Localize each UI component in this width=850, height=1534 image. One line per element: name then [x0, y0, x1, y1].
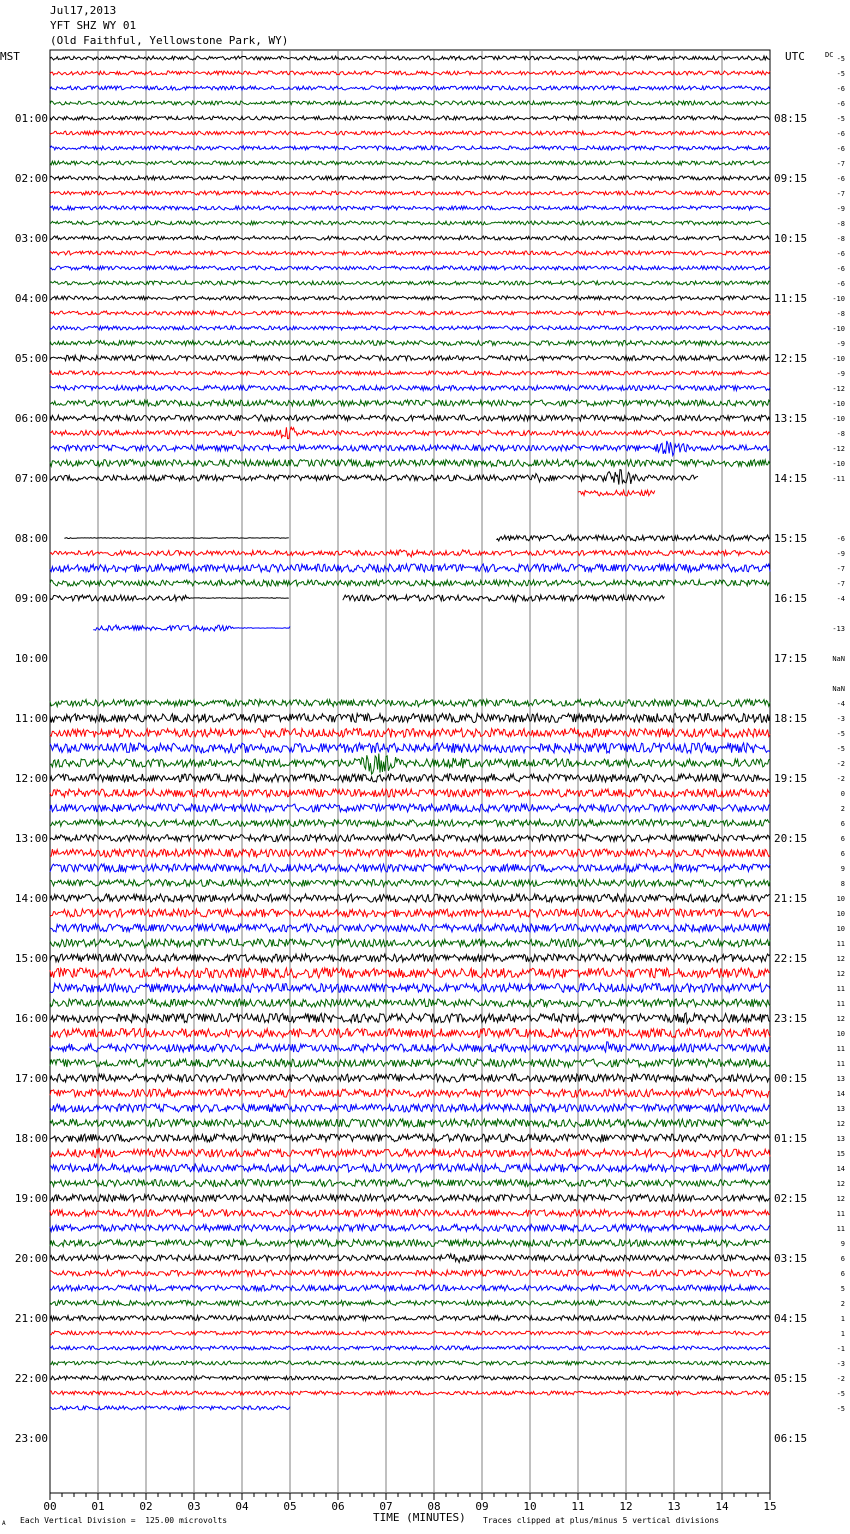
seismic-trace: [50, 176, 770, 180]
dc-offset-value: -3: [836, 715, 845, 723]
dc-offset-value: 12: [836, 970, 845, 978]
dc-offset-value: -10: [832, 295, 845, 303]
dc-offset-value: -8: [836, 235, 845, 243]
dc-offset-value: -6: [836, 85, 845, 93]
seismic-trace: [64, 535, 770, 541]
dc-offset-value: -6: [836, 250, 845, 258]
seismic-trace: [50, 206, 770, 210]
dc-offset-value: 6: [840, 1255, 845, 1263]
seismic-trace: [50, 1013, 770, 1024]
clip-note: Traces clipped at plus/minus 5 vertical divisions: [483, 1516, 720, 1525]
seismic-trace: [50, 1225, 770, 1232]
seismic-trace: [50, 86, 770, 90]
seismic-trace: [50, 968, 770, 978]
seismic-trace: [50, 909, 770, 917]
hour-label-mst: 11:00: [14, 712, 48, 725]
seismic-trace: [50, 221, 770, 225]
dc-offset-value: 12: [836, 1120, 845, 1128]
seismic-trace: [50, 101, 770, 105]
x-tick-label: 06: [331, 1500, 345, 1513]
dc-offset-value: 10: [836, 925, 845, 933]
dc-offset-value: -7: [836, 580, 845, 588]
hour-label-utc: 09:15: [774, 172, 808, 185]
dc-offset-value: -6: [836, 280, 845, 288]
dc-offset-value: -6: [836, 100, 845, 108]
seismic-trace: [50, 326, 770, 330]
hour-label-mst: 16:00: [14, 1012, 48, 1025]
left-timezone-label: MST: [0, 50, 20, 63]
dc-offset-value: 14: [836, 1165, 845, 1173]
hour-label-utc: 03:15: [774, 1252, 808, 1265]
hour-label-utc: 15:15: [774, 532, 808, 545]
dc-offset-value: -7: [836, 190, 845, 198]
hour-label-mst: 02:00: [14, 172, 48, 185]
seismic-trace: [50, 820, 770, 827]
seismic-trace: [50, 894, 770, 902]
hour-label-mst: 10:00: [14, 652, 48, 665]
x-tick-label: 04: [235, 1500, 249, 1513]
dc-offset-value: -2: [836, 775, 845, 783]
dc-offset-value: -9: [836, 340, 845, 348]
dc-offset-value: 13: [836, 1075, 845, 1083]
hour-label-mst: 17:00: [14, 1072, 48, 1085]
seismic-trace: [50, 774, 770, 782]
x-tick-label: 03: [187, 1500, 201, 1513]
hour-label-utc: 05:15: [774, 1372, 808, 1385]
seismic-trace: [50, 564, 770, 572]
dc-offset-value: -9: [836, 370, 845, 378]
hour-label-utc: 12:15: [774, 352, 808, 365]
dc-offset-value: -8: [836, 310, 845, 318]
seismic-trace: [50, 1164, 770, 1172]
x-tick-label: 00: [43, 1500, 57, 1513]
seismic-trace: [50, 1180, 770, 1187]
seismic-trace: [50, 161, 770, 165]
dc-offset-value: -10: [832, 325, 845, 333]
dc-offset-value: -7: [836, 565, 845, 573]
x-tick-label: 10: [523, 1500, 537, 1513]
hour-label-utc: 11:15: [774, 292, 808, 305]
dc-offset-value: 11: [836, 1210, 845, 1218]
seismic-trace: [50, 743, 770, 753]
seismic-trace: [50, 470, 698, 485]
dc-offset-value: 1: [840, 1330, 845, 1338]
dc-offset-value: 0: [840, 790, 845, 798]
seismic-trace: [50, 251, 770, 255]
hour-label-utc: 13:15: [774, 412, 808, 425]
hour-label-mst: 04:00: [14, 292, 48, 305]
dc-offset-value: -8: [836, 430, 845, 438]
hour-label-utc: 06:15: [774, 1432, 808, 1445]
dc-offset-value: -5: [836, 745, 845, 753]
seismic-trace: [50, 415, 770, 421]
dc-offset-value: -2: [836, 760, 845, 768]
seismic-trace: [50, 849, 770, 857]
seismic-trace: [50, 789, 770, 797]
x-tick-label: 12: [619, 1500, 633, 1513]
dc-offset-value: -7: [836, 160, 845, 168]
dc-offset-value: -4: [836, 595, 845, 603]
seismic-trace: [50, 386, 770, 391]
seismic-trace: [578, 490, 655, 496]
x-tick-label: 14: [715, 1500, 729, 1513]
dc-offset-value: 6: [840, 820, 845, 828]
hour-label-mst: 08:00: [14, 532, 48, 545]
hour-label-utc: 20:15: [774, 832, 808, 845]
hour-label-utc: 17:15: [774, 652, 808, 665]
seismic-trace: [50, 700, 770, 707]
dc-offset-value: 13: [836, 1105, 845, 1113]
seismic-trace: [50, 1346, 770, 1350]
hour-label-utc: 14:15: [774, 472, 808, 485]
hour-label-mst: 05:00: [14, 352, 48, 365]
hour-label-utc: 08:15: [774, 112, 808, 125]
seismic-trace: [50, 580, 770, 586]
hour-label-utc: 23:15: [774, 1012, 808, 1025]
seismic-trace: [50, 71, 770, 75]
dc-offset-value: 15: [836, 1150, 845, 1158]
hour-label-mst: 18:00: [14, 1132, 48, 1145]
seismic-trace: [50, 56, 770, 60]
dc-offset-value: -5: [836, 70, 845, 78]
seismic-trace: [50, 550, 770, 557]
dc-offset-value: 10: [836, 1030, 845, 1038]
seismic-trace: [50, 1059, 770, 1067]
dc-offset-value: -6: [836, 265, 845, 273]
seismic-trace: [50, 116, 770, 120]
dc-offset-value: -8: [836, 220, 845, 228]
seismic-trace: [50, 191, 770, 195]
seismic-trace: [50, 1361, 770, 1365]
seismic-trace: [50, 1316, 770, 1321]
seismic-trace: [50, 1254, 770, 1263]
hour-label-utc: 19:15: [774, 772, 808, 785]
dc-offset-value: 14: [836, 1090, 845, 1098]
seismic-trace: [50, 1391, 770, 1395]
seismic-trace: [50, 146, 770, 150]
seismic-trace: [50, 954, 770, 962]
hour-label-utc: 01:15: [774, 1132, 808, 1145]
dc-offset-value: -5: [836, 730, 845, 738]
dc-offset-value: -12: [832, 385, 845, 393]
dc-offset-value: -5: [836, 1390, 845, 1398]
dc-offset-value: -6: [836, 130, 845, 138]
dc-offset-value: 6: [840, 850, 845, 858]
dc-offset-value: 10: [836, 895, 845, 903]
seismic-trace: [50, 1210, 770, 1217]
seismic-trace: [50, 281, 770, 285]
hour-label-mst: 01:00: [14, 112, 48, 125]
x-tick-label: 01: [91, 1500, 105, 1513]
seismic-trace: [50, 311, 770, 315]
hour-label-mst: 20:00: [14, 1252, 48, 1265]
corner-mark: A: [2, 1520, 6, 1527]
seismic-trace: [50, 729, 770, 738]
seismic-trace: [50, 864, 770, 872]
seismic-trace: [50, 1331, 770, 1335]
seismic-trace: [50, 266, 770, 270]
seismic-trace: [50, 355, 770, 362]
dc-offset-value: 11: [836, 940, 845, 948]
x-tick-label: 08: [427, 1500, 441, 1513]
hour-label-mst: 07:00: [14, 472, 48, 485]
seismic-trace: [50, 999, 770, 1007]
seismic-trace: [50, 804, 770, 812]
dc-offset-value: NaN: [832, 655, 845, 663]
hour-label-utc: 22:15: [774, 952, 808, 965]
dc-offset-value: -12: [832, 445, 845, 453]
seismic-trace: [50, 236, 770, 240]
dc-offset-value: -11: [832, 475, 845, 483]
x-axis-title: TIME (MINUTES): [373, 1511, 466, 1524]
dc-offset-value: 6: [840, 1270, 845, 1278]
seismic-trace: [50, 1406, 290, 1410]
seismic-trace: [50, 1301, 770, 1306]
dc-offset-value: 2: [840, 1300, 845, 1308]
seismic-trace: [50, 754, 770, 775]
dc-offset-value: 12: [836, 1180, 845, 1188]
dc-offset-value: 10: [836, 910, 845, 918]
seismic-trace: [50, 835, 770, 842]
seismic-trace: [50, 341, 770, 346]
dc-offset-value: -9: [836, 550, 845, 558]
dc-offset-value: -10: [832, 460, 845, 468]
scale-note: Each Vertical Division = 125.00 microvolts: [20, 1516, 228, 1525]
seismic-trace: [93, 625, 290, 631]
seismic-trace: [50, 924, 770, 932]
hour-label-utc: 00:15: [774, 1072, 808, 1085]
x-tick-label: 15: [763, 1500, 777, 1513]
seismic-trace: [50, 1240, 770, 1247]
dc-offset-value: -6: [836, 175, 845, 183]
dc-offset-value: 9: [840, 865, 845, 873]
dc-offset-value: 11: [836, 1045, 845, 1053]
hour-label-mst: 03:00: [14, 232, 48, 245]
dc-offset-value: -10: [832, 355, 845, 363]
dc-offset-value: -9: [836, 205, 845, 213]
station-location: (Old Faithful, Yellowstone Park, WY): [50, 34, 289, 47]
hour-label-mst: 13:00: [14, 832, 48, 845]
hour-label-mst: 15:00: [14, 952, 48, 965]
hour-label-utc: 16:15: [774, 592, 808, 605]
dc-offset-value: -10: [832, 415, 845, 423]
hour-label-mst: 14:00: [14, 892, 48, 905]
hour-label-mst: 19:00: [14, 1192, 48, 1205]
seismic-trace: [50, 1148, 770, 1158]
x-tick-label: 09: [475, 1500, 489, 1513]
dc-offset-value: -5: [836, 1405, 845, 1413]
right-timezone-label: UTC: [785, 50, 805, 63]
seismic-trace: [50, 1195, 770, 1202]
seismic-trace: [50, 1029, 770, 1038]
seismic-trace: [50, 1042, 770, 1052]
seismic-trace: [50, 131, 770, 135]
seismic-trace: [50, 441, 770, 456]
dc-offset-value: 13: [836, 1135, 845, 1143]
x-tick-label: 07: [379, 1500, 393, 1513]
dc-offset-value: 1: [840, 1315, 845, 1323]
dc-offset-value: -5: [836, 55, 845, 63]
hour-label-utc: 10:15: [774, 232, 808, 245]
hour-label-utc: 04:15: [774, 1312, 808, 1325]
seismic-trace: [50, 296, 770, 300]
dc-offset-value: 11: [836, 1000, 845, 1008]
seismic-trace: [50, 1285, 770, 1291]
seismic-trace: [50, 939, 770, 948]
chart-date: Jul17,2013: [50, 4, 117, 17]
hour-label-mst: 09:00: [14, 592, 48, 605]
hour-label-mst: 23:00: [14, 1432, 48, 1445]
seismic-trace: [50, 1089, 770, 1097]
x-tick-label: 05: [283, 1500, 297, 1513]
x-tick-label: 11: [571, 1500, 585, 1513]
dc-offset-value: -6: [836, 145, 845, 153]
seismic-trace: [50, 1134, 770, 1142]
hour-label-mst: 22:00: [14, 1372, 48, 1385]
seismic-trace: [50, 984, 770, 993]
dc-offset-value: 6: [840, 835, 845, 843]
seismic-trace: [50, 427, 770, 438]
seismic-trace: [50, 1376, 770, 1380]
dc-offset-value: -10: [832, 400, 845, 408]
hour-label-utc: 02:15: [774, 1192, 808, 1205]
seismic-trace: [50, 460, 770, 467]
dc-offset-value: 5: [840, 1285, 845, 1293]
seismic-trace: [50, 1074, 770, 1082]
hour-label-utc: 21:15: [774, 892, 808, 905]
dc-offset-value: 12: [836, 1195, 845, 1203]
dc-offset-value: 2: [840, 805, 845, 813]
dc-offset-value: -1: [836, 1345, 845, 1353]
dc-offset-value: -6: [836, 535, 845, 543]
dc-offset-value: 12: [836, 955, 845, 963]
dc-offset-value: 9: [840, 1240, 845, 1248]
seismic-trace: [50, 595, 664, 602]
dc-offset-value: 11: [836, 1060, 845, 1068]
hour-label-utc: 18:15: [774, 712, 808, 725]
seismic-trace: [50, 880, 770, 887]
seismic-trace: [50, 1104, 770, 1112]
seismic-trace: [50, 371, 770, 375]
hour-label-mst: 06:00: [14, 412, 48, 425]
station-code: YFT SHZ WY 01: [50, 19, 137, 32]
dc-offset-value: NaN: [832, 685, 845, 693]
dc-offset-value: -3: [836, 1360, 845, 1368]
dc-offset-label: DC: [825, 51, 834, 59]
seismic-trace: [50, 714, 770, 723]
dc-offset-value: 11: [836, 985, 845, 993]
dc-offset-value: 12: [836, 1015, 845, 1023]
x-tick-label: 02: [139, 1500, 153, 1513]
dc-offset-value: -4: [836, 700, 845, 708]
dc-offset-value: -13: [832, 625, 845, 633]
dc-offset-value: -5: [836, 115, 845, 123]
hour-label-mst: 12:00: [14, 772, 48, 785]
x-tick-label: 13: [667, 1500, 681, 1513]
hour-label-mst: 21:00: [14, 1312, 48, 1325]
seismic-trace: [50, 399, 770, 406]
seismic-trace: [50, 1119, 770, 1127]
dc-offset-value: 8: [840, 880, 845, 888]
seismic-trace: [50, 1270, 770, 1276]
dc-offset-value: 11: [836, 1225, 845, 1233]
dc-offset-value: -2: [836, 1375, 845, 1383]
